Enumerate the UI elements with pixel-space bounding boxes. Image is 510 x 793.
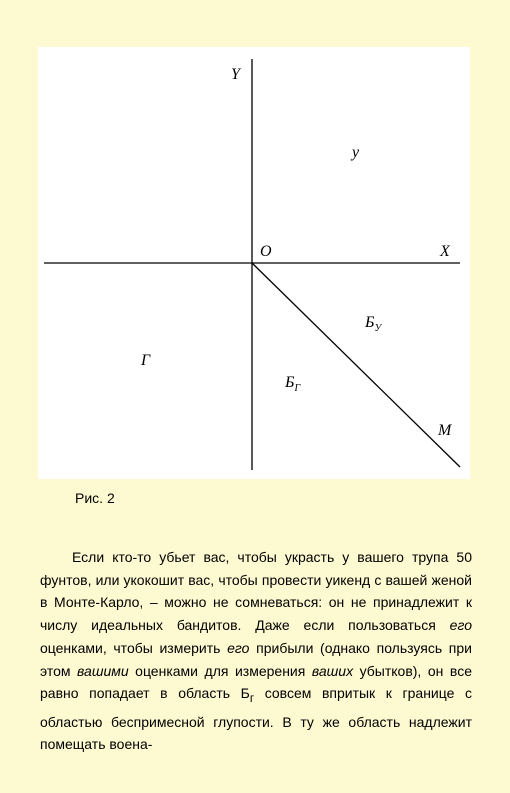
- region-bg-label: [284, 374, 300, 394]
- region-g-label: Г: [141, 352, 151, 369]
- subscript-g: г: [249, 692, 255, 706]
- y-axis-label: Y: [231, 66, 240, 83]
- text-segment: Если кто-то убьет вас, чтобы украсть у вашего трупа 50 фунтов, или укокошит вас, чтобы провести уикенд с вашей женой в Монте-Карло, – можно не сомневаться: он не принадлежит к числу идеальных бандитов. Даже если пользоваться: [40, 549, 472, 634]
- emphasis-his: его: [227, 639, 250, 656]
- region-bg-sub: Г: [294, 383, 301, 394]
- emphasis-your: ваших: [311, 662, 354, 679]
- body-paragraph: [40, 546, 472, 756]
- diagram-svg: [38, 47, 470, 479]
- text-segment: совсем впритык к границе с областью беспримесной глупости. В ту же область надлежит помещать воена-: [40, 685, 472, 753]
- region-bu-main: Б: [365, 314, 375, 331]
- figure-diagram: [38, 47, 470, 479]
- diagonal-line-om: [252, 263, 460, 467]
- region-bu-label: [364, 314, 382, 334]
- text-segment: прибыли (однако пользуясь при этом: [40, 639, 472, 679]
- emphasis-your: вашими: [77, 662, 129, 679]
- figure-caption: Рис. 2: [75, 490, 115, 506]
- text-segment: убытков), он все равно попадает в область Б: [40, 662, 472, 702]
- x-axis-label: X: [440, 243, 450, 260]
- origin-label: O: [260, 243, 272, 260]
- region-u-label: y: [352, 144, 360, 161]
- text-segment: оценками, чтобы измерить: [40, 639, 228, 656]
- region-bu-sub: У: [374, 323, 382, 334]
- region-bg-main: Б: [285, 374, 295, 391]
- line-m-label: M: [438, 422, 452, 439]
- text-segment: оценками для измерения: [128, 662, 312, 679]
- emphasis-his: его: [449, 617, 472, 634]
